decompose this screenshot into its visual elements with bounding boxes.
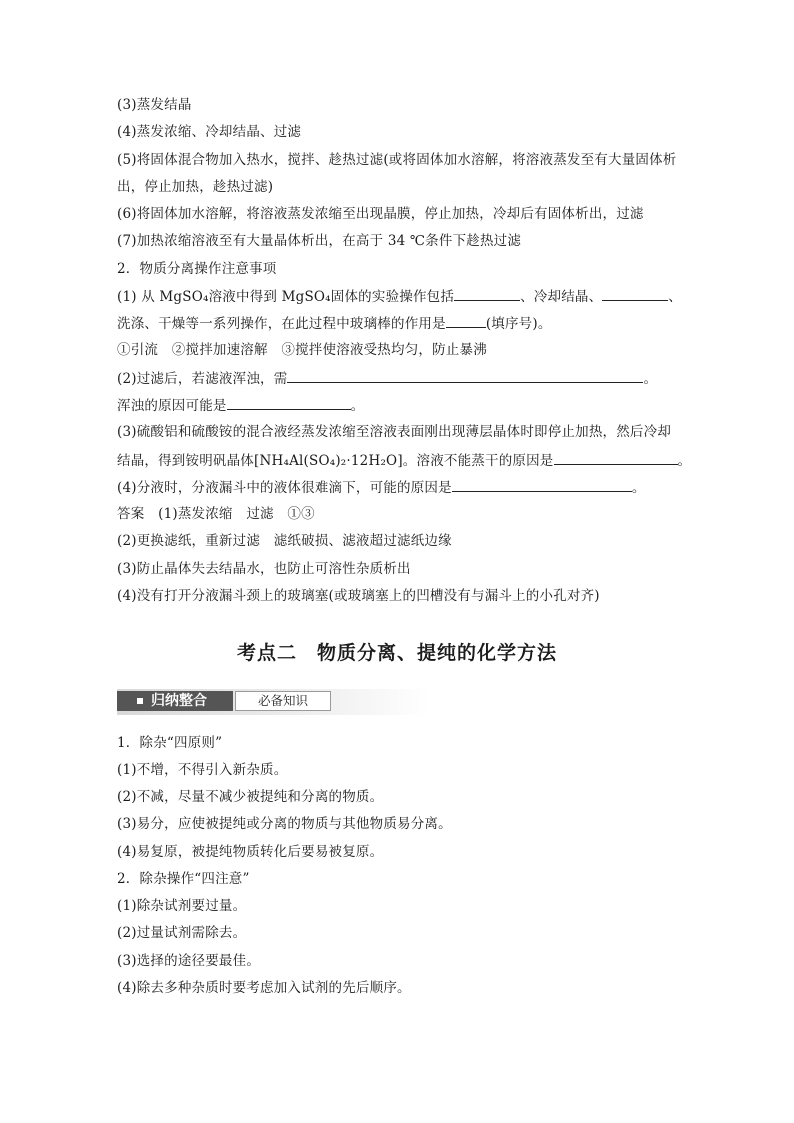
text-line: (2)不减，尽量不减少被提纯和分离的物质。	[117, 789, 384, 805]
question-1-line-1	[117, 287, 682, 306]
text-line: (4)易复原，被提纯物质转化后要易被复原。	[117, 844, 384, 860]
question-text: 洗涤、干燥等一系列操作，在此过程中玻璃棒的作用是	[117, 316, 446, 332]
section-title: 1．除杂“四原则”	[117, 735, 223, 751]
text-line: (3)选择的途径要最佳。	[117, 953, 261, 969]
question-text: (4)分液时，分液漏斗中的液体很难滴下，可能的原因是	[117, 480, 452, 496]
question-text: 。	[350, 398, 365, 414]
banner-dark-label: 归纳整合	[151, 693, 207, 709]
answer-blank	[287, 369, 643, 383]
text-line: (3)易分，应使被提纯或分离的物质与其他物质易分离。	[117, 816, 452, 832]
answer-line: (3)防止晶体失去结晶水，也防止可溶性杂质析出	[117, 561, 411, 577]
question-text: (填序号)。	[485, 316, 552, 332]
answer-line: (4)没有打开分液漏斗颈上的玻璃塞(或玻璃塞上的凹槽没有与漏斗上的小孔对齐)	[117, 588, 600, 604]
answer-blank	[446, 314, 486, 328]
text-line: (2)过量试剂需除去。	[117, 925, 247, 941]
section-heading: 考点二 物质分离、提纯的化学方法	[236, 642, 557, 664]
question-text: 。	[677, 453, 692, 469]
text-line: (1)不增，不得引入新杂质。	[117, 762, 288, 778]
options-line: ①引流 ②搅拌加速溶解 ③搅拌使溶液受热均匀，防止暴沸	[117, 342, 487, 358]
question-text: 。	[643, 371, 658, 387]
question-2-line-2	[117, 396, 364, 415]
answer-line: 答案 (1)蒸发浓缩 过滤 ①③	[117, 506, 315, 522]
question-text: 浑浊的原因可能是	[117, 398, 227, 414]
text-line: (4)蒸发浓缩、冷却结晶、过滤	[117, 124, 302, 140]
answer-blank	[554, 451, 678, 465]
answer-blank	[602, 287, 668, 301]
question-text: 。	[631, 480, 646, 496]
square-bullet-icon	[137, 698, 143, 704]
section-title: 2．除杂操作“四注意”	[117, 871, 250, 887]
text-line: (1)除杂试剂要过量。	[117, 898, 247, 914]
text-line: (5)将固体混合物加入热水，搅拌、趁热过滤(或将固体加水溶解，将溶液蒸发至有大量固体析	[117, 152, 677, 168]
text-line: 出，停止加热，趁热过滤)	[117, 179, 274, 195]
question-text: 、冷却结晶、	[520, 289, 603, 305]
question-2-line-1	[117, 369, 657, 388]
answer-line: (2)更换滤纸，重新过滤 滤纸破损、滤液超过滤纸边缘	[117, 533, 452, 549]
question-1-line-2	[117, 314, 552, 333]
text-line: (6)将固体加水溶解，将溶液蒸发浓缩至出现晶膜，停止加热，冷却后有固体析出，过滤	[117, 206, 644, 222]
question-text: 、	[668, 289, 682, 305]
answer-blank	[452, 478, 632, 492]
question-text: (2)过滤后，若滤液浑浊，需	[117, 371, 288, 387]
section-banner	[117, 689, 430, 715]
answer-blank	[454, 287, 520, 301]
question-3-line-2	[117, 451, 691, 470]
text-line: (4)除去多种杂质时要考虑加入试剂的先后顺序。	[117, 980, 411, 996]
text-line: (7)加热浓缩溶液至有大量晶体析出，在高于 34 ℃条件下趁热过滤	[117, 233, 522, 249]
question-4-line	[117, 478, 646, 497]
answer-blank	[227, 396, 351, 410]
text-line: (3)蒸发结晶	[117, 97, 192, 113]
section-title: 2．物质分离操作注意事项	[117, 261, 277, 277]
banner-dark-tab	[117, 691, 233, 711]
question-text: 结晶，得到铵明矾晶体[NH₄Al(SO₄)₂·12H₂O]。溶液不能蒸干的原因是	[117, 453, 554, 469]
question-3-line-1: (3)硫酸铝和硫酸铵的混合液经蒸发浓缩至溶液表面刚出现薄层晶体时即停止加热，然后冷却	[117, 424, 672, 440]
question-text: (1) 从 MgSO₄溶液中得到 MgSO₄固体的实验操作包括	[117, 289, 455, 305]
banner-light-label: 必备知识	[235, 691, 331, 711]
